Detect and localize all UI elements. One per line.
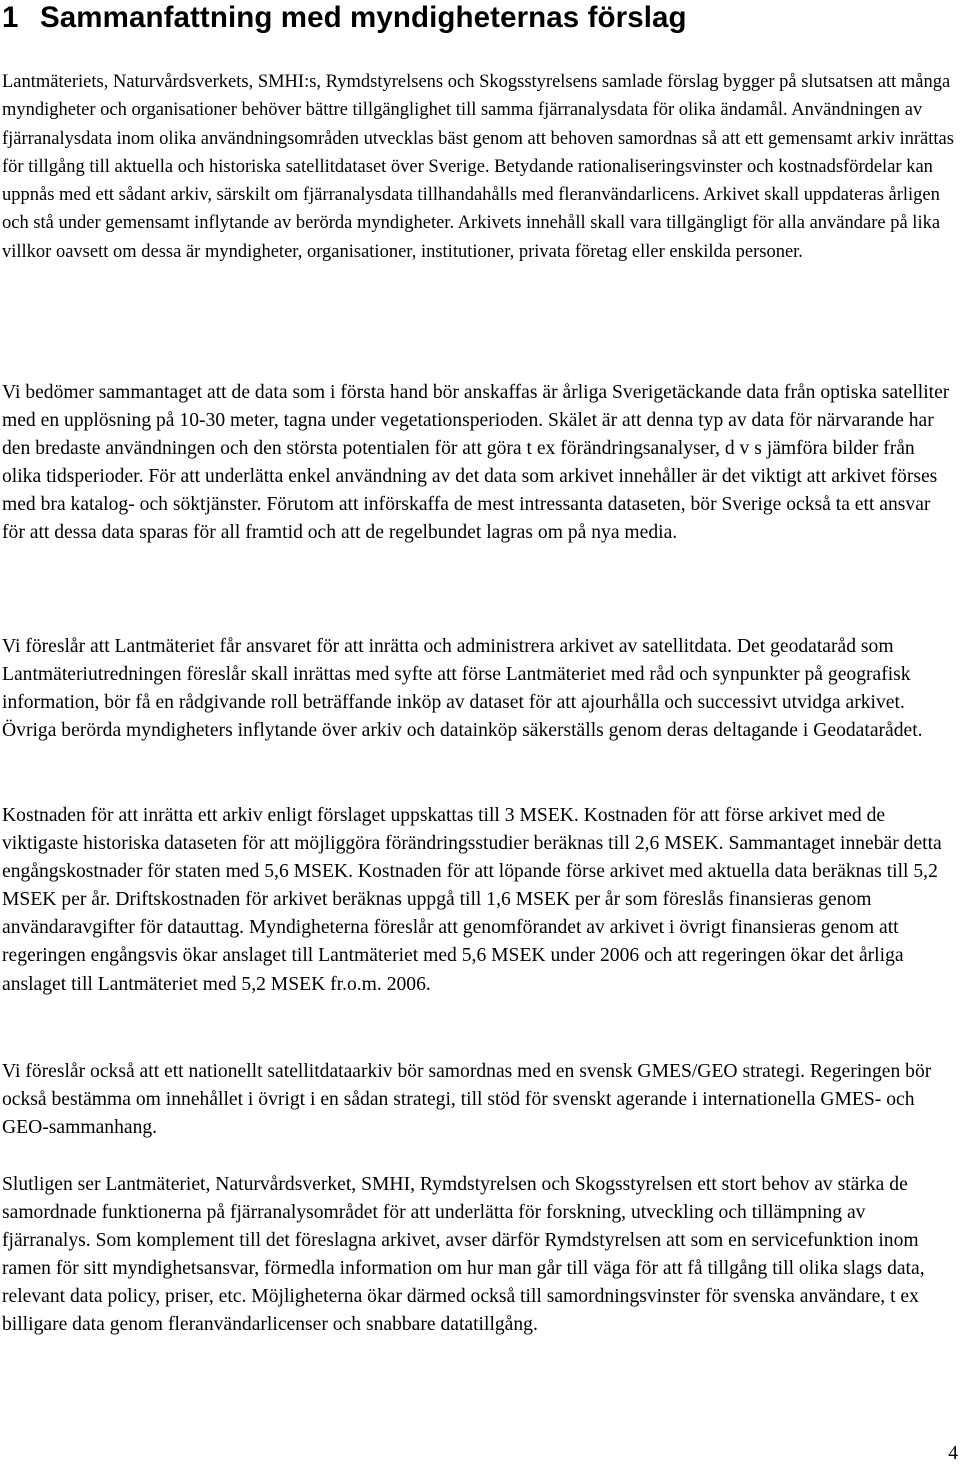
paragraph-coordination: Slutligen ser Lantmäteriet, Naturvårdsverket, SMHI, Rymdstyrelsen och Skogsstyrelsen ett stort behov av stärka de samordnade funktionerna på fjärranalysområdet för att underlätta för forskning, utveckling och tillämpning av fjärranalys. Som komplement till det föreslagna arkivet, avser därför Rymdstyrelsen att som en servicefunktion inom ramen för sitt myndighetsansvar, förmedla information om hur man går till väga för att få tillgång till olika slags data, relevant data policy, priser, etc. Möjligheterna ökar därmed också till samordningsvinster för svenska användare, t ex billigare data genom fleranvändarlicenser och snabbare datatillgång. bbox=[2, 1174, 925, 1336]
paragraph-lantmateriet-responsibility: Vi föreslår att Lantmäteriet får ansvaret för att inrätta och administrera arkivet av satellitdata. Det geodataråd som Lantmäteriutredningen föreslår skall inrättas med syfte att förse Lantmäteriet med råd och synpunkter på geografisk information, bör få en rådgivande roll beträffande inköp av dataset för att ajourhålla och successivt utvidga arkivet. Övriga berörda myndigheters inflytande över arkiv och datainköp säkerställs genom deras deltagande i Geodatarådet. bbox=[2, 636, 923, 742]
paragraph-gmes-geo-strategy: Vi föreslår också att ett nationellt satellitdataarkiv bör samordnas med en svensk GMES/GEO strategi. Regeringen bör också bestämma om innehållet i övrigt i en sådan strategi, till stöd för svenskt agerande i internationella GMES- och GEO-sammanhang. bbox=[2, 1061, 932, 1139]
paragraph-costs: Kostnaden för att inrätta ett arkiv enligt förslaget uppskattas till 3 MSEK. Kostnaden för att förse arkivet med de viktigaste historiska dataseten för att möjliggöra förändringsstudier beräknas till 2,6 MSEK. Sammantaget innebär detta engångskostnader för staten med 5,6 MSEK. Kostnaden för att löpande förse arkivet med aktuella data beräknas till 5,2 MSEK per år. Driftskostnaden för arkivet beräknas uppgå till 1,6 MSEK per år som föreslås finansieras genom användaravgifter för datauttag. Myndigheterna föreslår att genomförandet av arkivet i övrigt finansieras genom att regeringen engångsvis ökar anslaget till Lantmäteriet med 5,6 MSEK under 2006 och att regeringen ökar det årliga anslaget till Lantmäteriet med 5,2 MSEK fr.o.m. 2006. bbox=[2, 805, 942, 995]
section-number: 1 bbox=[2, 1, 19, 34]
section-title: Sammanfattning med myndigheternas förslag bbox=[40, 1, 687, 34]
paragraph-data-assessment: Vi bedömer sammantaget att de data som i första hand bör anskaffas är årliga Sverigetäckande data från optiska satelliter med en upplösning på 10-30 meter, tagna under vegetationsperioden. Skälet är att denna typ av data för närvarande har den bredaste användningen och den största potentialen för att göra t ex förändringsanalyser, d v s jämföra bilder från olika tidsperioder. För att underlätta enkel användning av det data som arkivet innehåller är det viktigt att arkivet förses med bra katalog- och söktjänster. Förutom att införskaffa de mest intressanta dataseten, bör Sverige också ta ett ansvar för att dessa data sparas för all framtid och att de regelbundet lagras om på nya media. bbox=[2, 382, 950, 544]
section-heading bbox=[2, 2, 687, 34]
page-number: 4 bbox=[948, 1443, 958, 1464]
paragraph-proposal-summary: Lantmäteriets, Naturvårdsverkets, SMHI:s, Rymdstyrelsens och Skogsstyrelsens samlade förslag bygger på slutsatsen att många myndigheter och organisationer behöver bättre tillgänglighet till samma fjärranalysdata för olika ändamål. Användningen av fjärranalysdata inom olika användningsområden utvecklas bäst genom att behoven samordnas så att ett gemensamt arkiv inrättas för tillgång till aktuella och historiska satellitdataset över Sverige. Betydande rationaliseringsvinster och kostnadsfördelar kan uppnås med ett sådant arkiv, särskilt om fjärranalysdata tillhandahålls med fleranvändarlicens. Arkivet skall uppdateras årligen och stå under gemensamt inflytande av berörda myndigheter. Arkivets innehåll skall vara tillgängligt för alla användare på lika villkor oavsett om dessa är myndigheter, organisationer, institutioner, privata företag eller enskilda personer. bbox=[2, 72, 954, 262]
